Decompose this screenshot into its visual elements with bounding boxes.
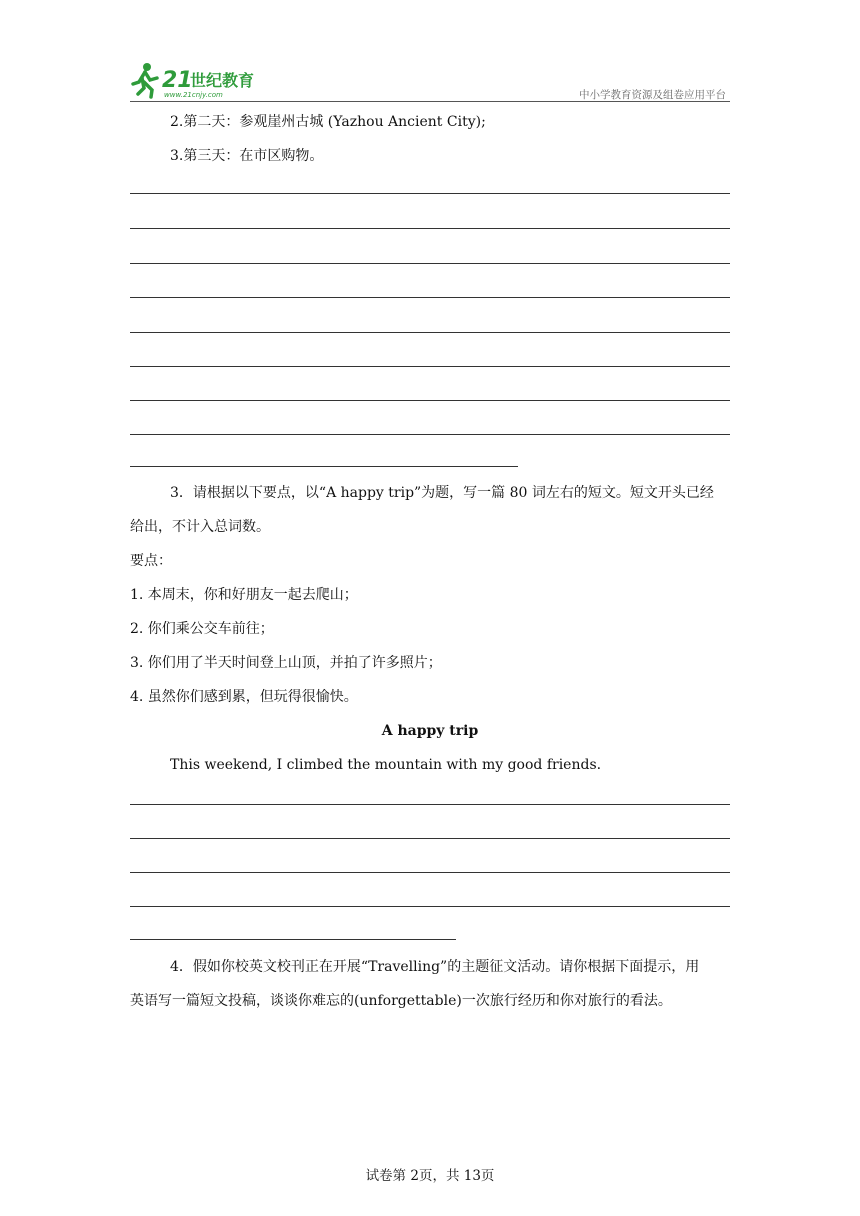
page-header	[130, 60, 730, 102]
page-number-footer: 试卷第 2页，共 13页	[365, 1168, 495, 1184]
answer-line[interactable]	[130, 804, 730, 805]
logo-wordmark: 世纪教育	[190, 71, 255, 90]
q3-points-label: 要点：	[130, 553, 172, 569]
answer-line[interactable]	[130, 297, 730, 298]
site-logo	[130, 60, 270, 100]
q3-point: 1. 本周末，你和好朋友一起去爬山；	[130, 587, 358, 603]
runner-logo-icon	[130, 60, 270, 100]
q3-point: 2. 你们乘公交车前往；	[130, 621, 274, 637]
essay-opening-sentence: This weekend, I climbed the mountain with my good friends.	[170, 757, 602, 773]
answer-line[interactable]	[130, 906, 730, 907]
q3-prompt-line-2: 给出，不计入总词数。	[130, 519, 270, 535]
q4-prompt-line-1: 4．假如你校英文校刊正在开展“Travelling”的主题征文活动。请你根据下面提示，用	[170, 959, 700, 975]
platform-tagline: 中小学教育资源及组卷应用平台	[579, 89, 726, 101]
answer-line[interactable]	[130, 193, 730, 194]
answer-line[interactable]	[130, 838, 730, 839]
logo-url: www.21cnjy.com	[164, 91, 223, 99]
q3-point: 4. 虽然你们感到累，但玩得很愉快。	[130, 689, 358, 705]
answer-line[interactable]	[130, 400, 730, 401]
q2-item-3: 3.第三天：在市区购物。	[170, 148, 324, 164]
essay-title: A happy trip	[381, 723, 479, 739]
q4-prompt-line-2: 英语写一篇短文投稿，谈谈你难忘的(unforgettable)一次旅行经历和你对旅行的看法。	[130, 993, 672, 1009]
answer-line[interactable]	[130, 872, 730, 873]
q3-prompt-line-1: 3．请根据以下要点，以“A happy trip”为题，写一篇 80 词左右的短文。短文开头已经	[170, 485, 714, 501]
answer-line[interactable]	[130, 263, 730, 264]
answer-line-short[interactable]	[130, 939, 456, 940]
q3-point: 3. 你们用了半天时间登上山顶，并拍了许多照片；	[130, 655, 442, 671]
answer-line[interactable]	[130, 332, 730, 333]
q2-item-2: 2.第二天：参观崖州古城 (Yazhou Ancient City);	[170, 114, 486, 130]
answer-line[interactable]	[130, 366, 730, 367]
answer-line[interactable]	[130, 434, 730, 435]
answer-line-short[interactable]	[130, 466, 518, 467]
logo-number: 21	[162, 68, 193, 93]
answer-line[interactable]	[130, 228, 730, 229]
header-divider	[130, 101, 730, 102]
